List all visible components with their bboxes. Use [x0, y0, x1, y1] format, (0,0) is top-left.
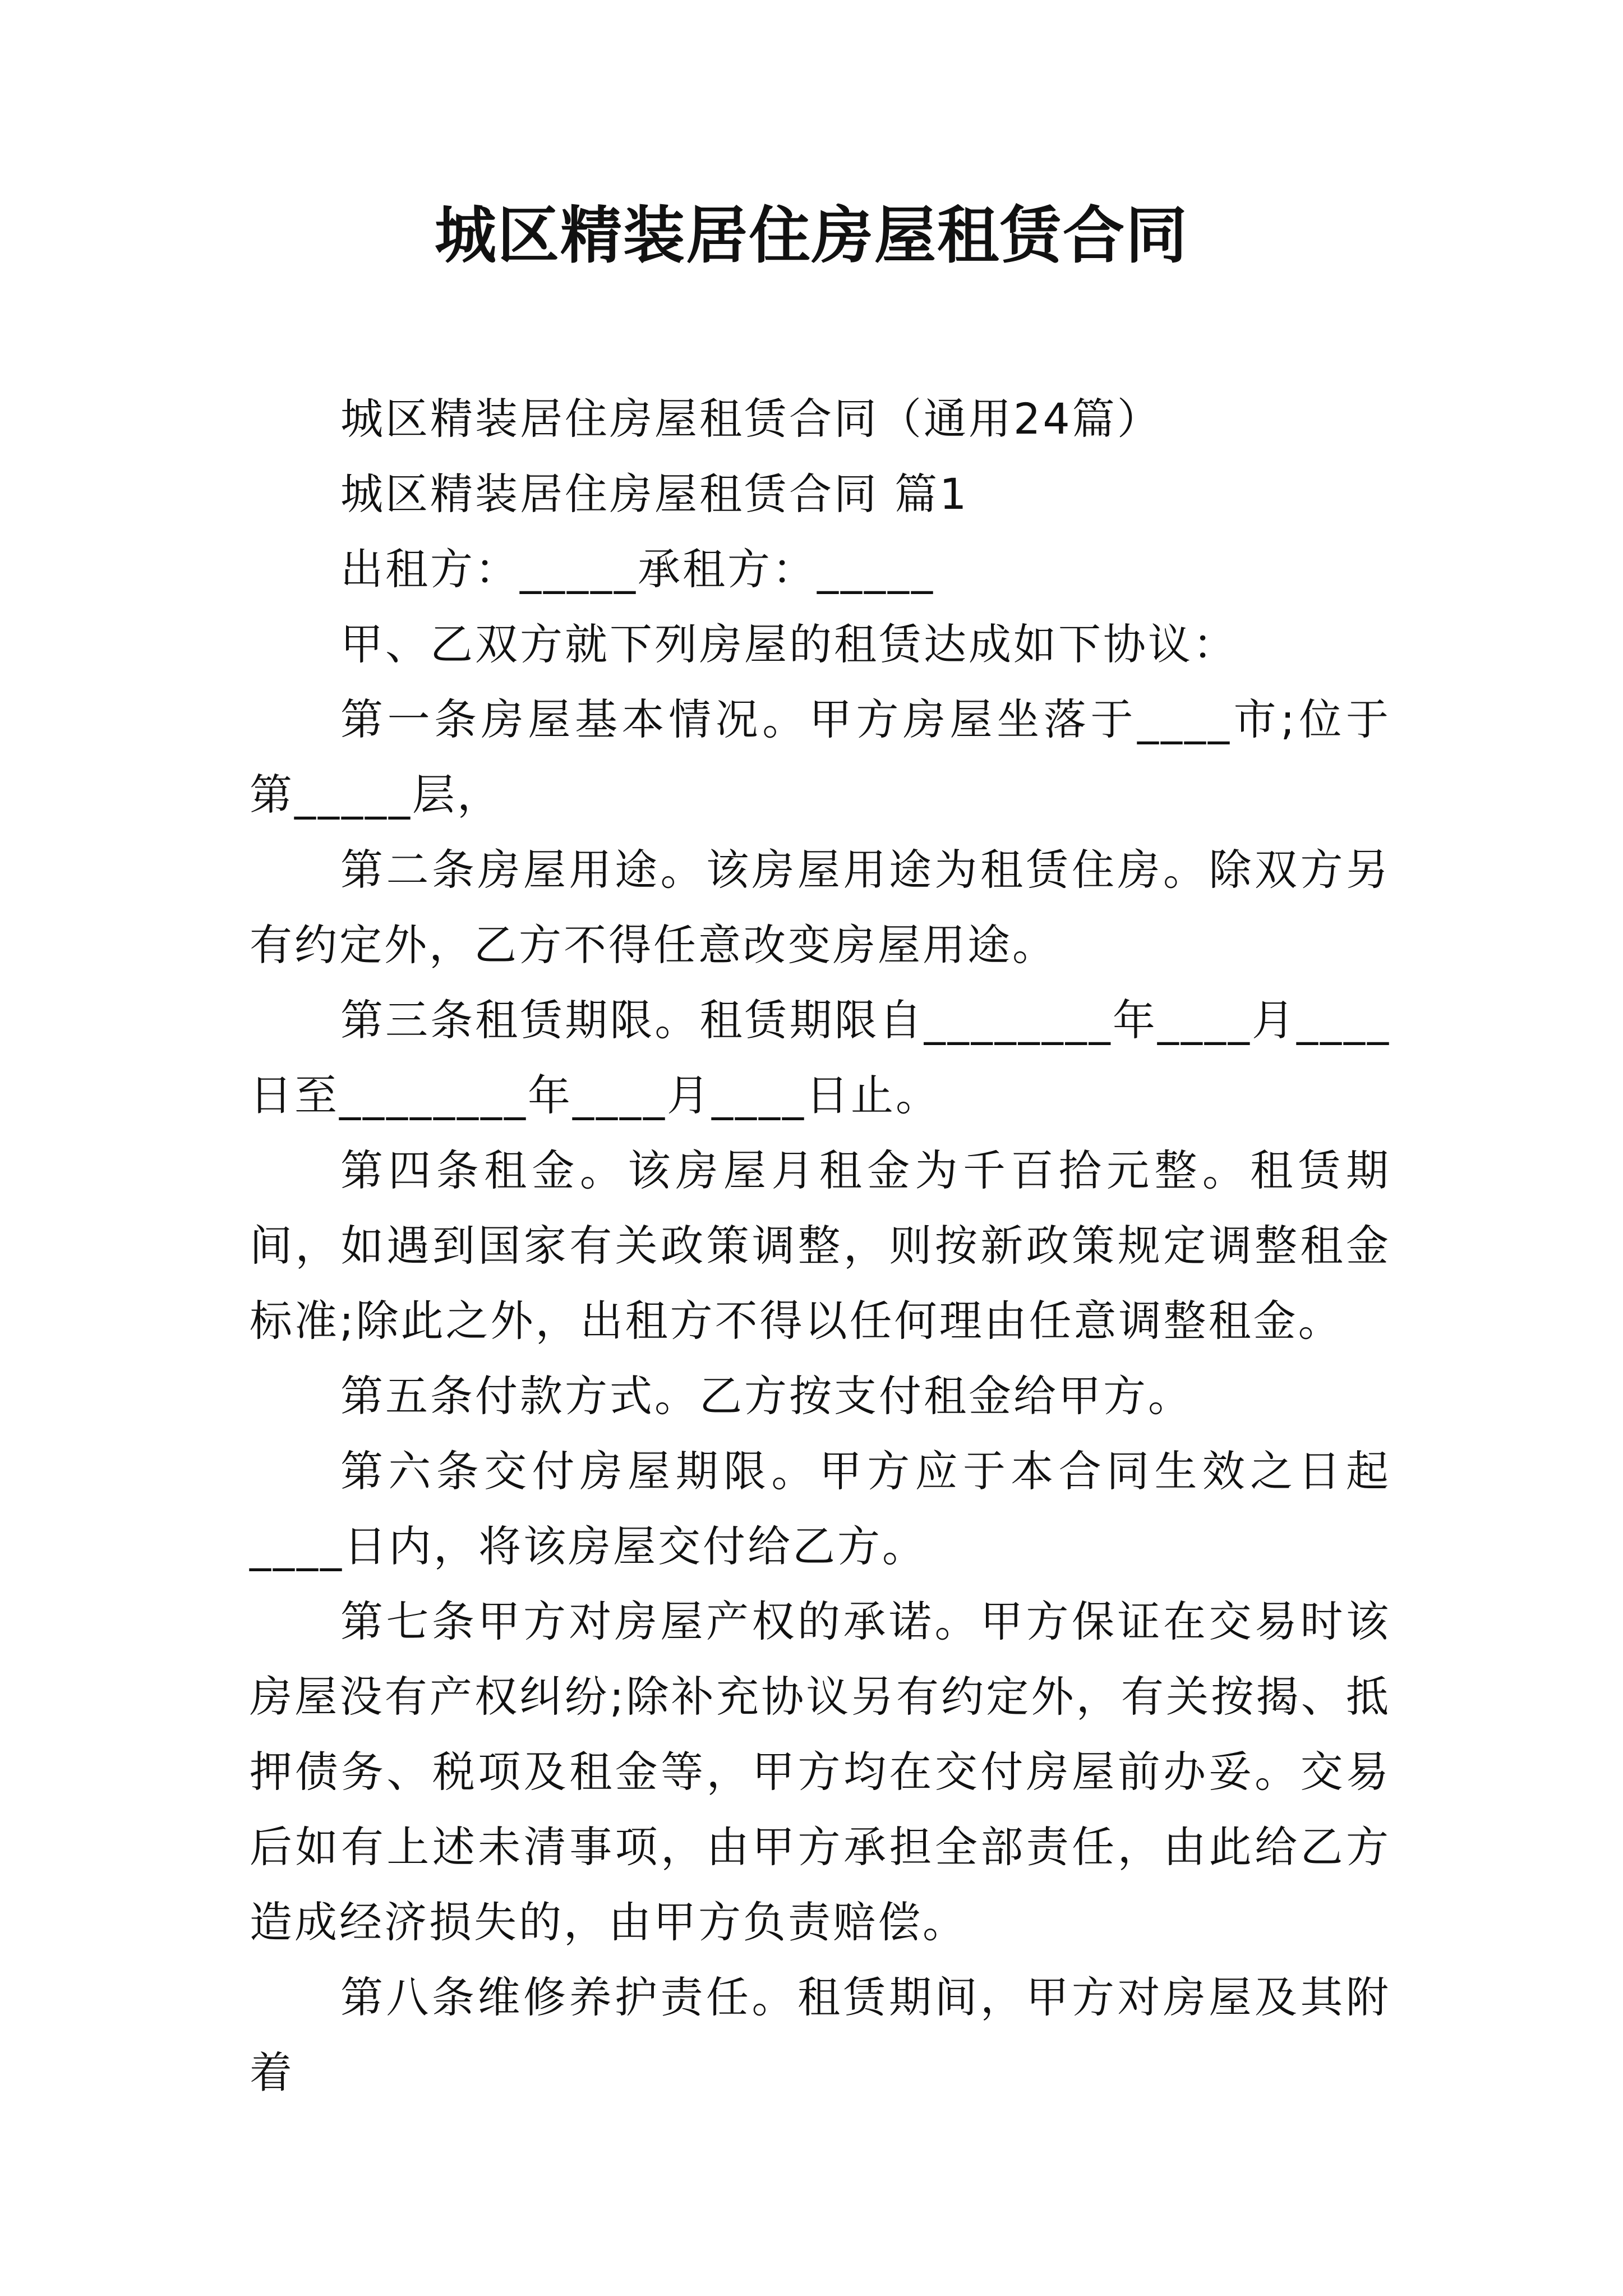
paragraph-article-8: 第八条维修养护责任。租赁期间，甲方对房屋及其附着: [250, 1972, 1391, 2097]
paragraph-article-2: 第二条房屋用途。该房屋用途为租赁住房。除双方另有约定外，乙方不得任意改变房屋用途。: [250, 845, 1391, 970]
paragraph-article-6: 第六条交付房屋期限。甲方应于本合同生效之日起____日内，将该房屋交付给乙方。: [250, 1446, 1391, 1571]
paragraph-article-3: 第三条租赁期限。租赁期限自________年____月____日至________年____月____日止。: [250, 995, 1391, 1120]
paragraph-parties: 出租方：_____承租方：_____: [340, 544, 935, 594]
paragraph-subtitle: 城区精装居住房屋租赁合同（通用24篇）: [340, 394, 1162, 444]
paragraph-article-1: 第一条房屋基本情况。甲方房屋坐落于____市;位于第_____层，: [250, 694, 1391, 820]
paragraph-article-4: 第四条租金。该房屋月租金为千百拾元整。租赁期间，如遇到国家有关政策调整，则按新政策规定调整租金标准;除此之外，出租方不得以任何理由任意调整租金。: [250, 1145, 1391, 1346]
paragraph-article-5: 第五条付款方式。乙方按支付租金给甲方。: [340, 1371, 1193, 1421]
paragraph-article-7: 第七条甲方对房屋产权的承诺。甲方保证在交易时该房屋没有产权纠纷;除补充协议另有约定外，有关按揭、抵押债务、税项及租金等，甲方均在交付房屋前办妥。交易后如有上述未清事项，由甲方承担全部责任，由此给乙方造成经济损失的，由甲方负责赔偿。: [250, 1596, 1391, 1947]
paragraph-section-heading: 城区精装居住房屋租赁合同 篇1: [340, 469, 969, 519]
paragraph-agreement-intro: 甲、乙双方就下列房屋的租赁达成如下协议：: [340, 619, 1238, 669]
document-title: 城区精装居住房屋租赁合同: [435, 199, 1188, 272]
document-body: [250, 381, 1391, 2110]
